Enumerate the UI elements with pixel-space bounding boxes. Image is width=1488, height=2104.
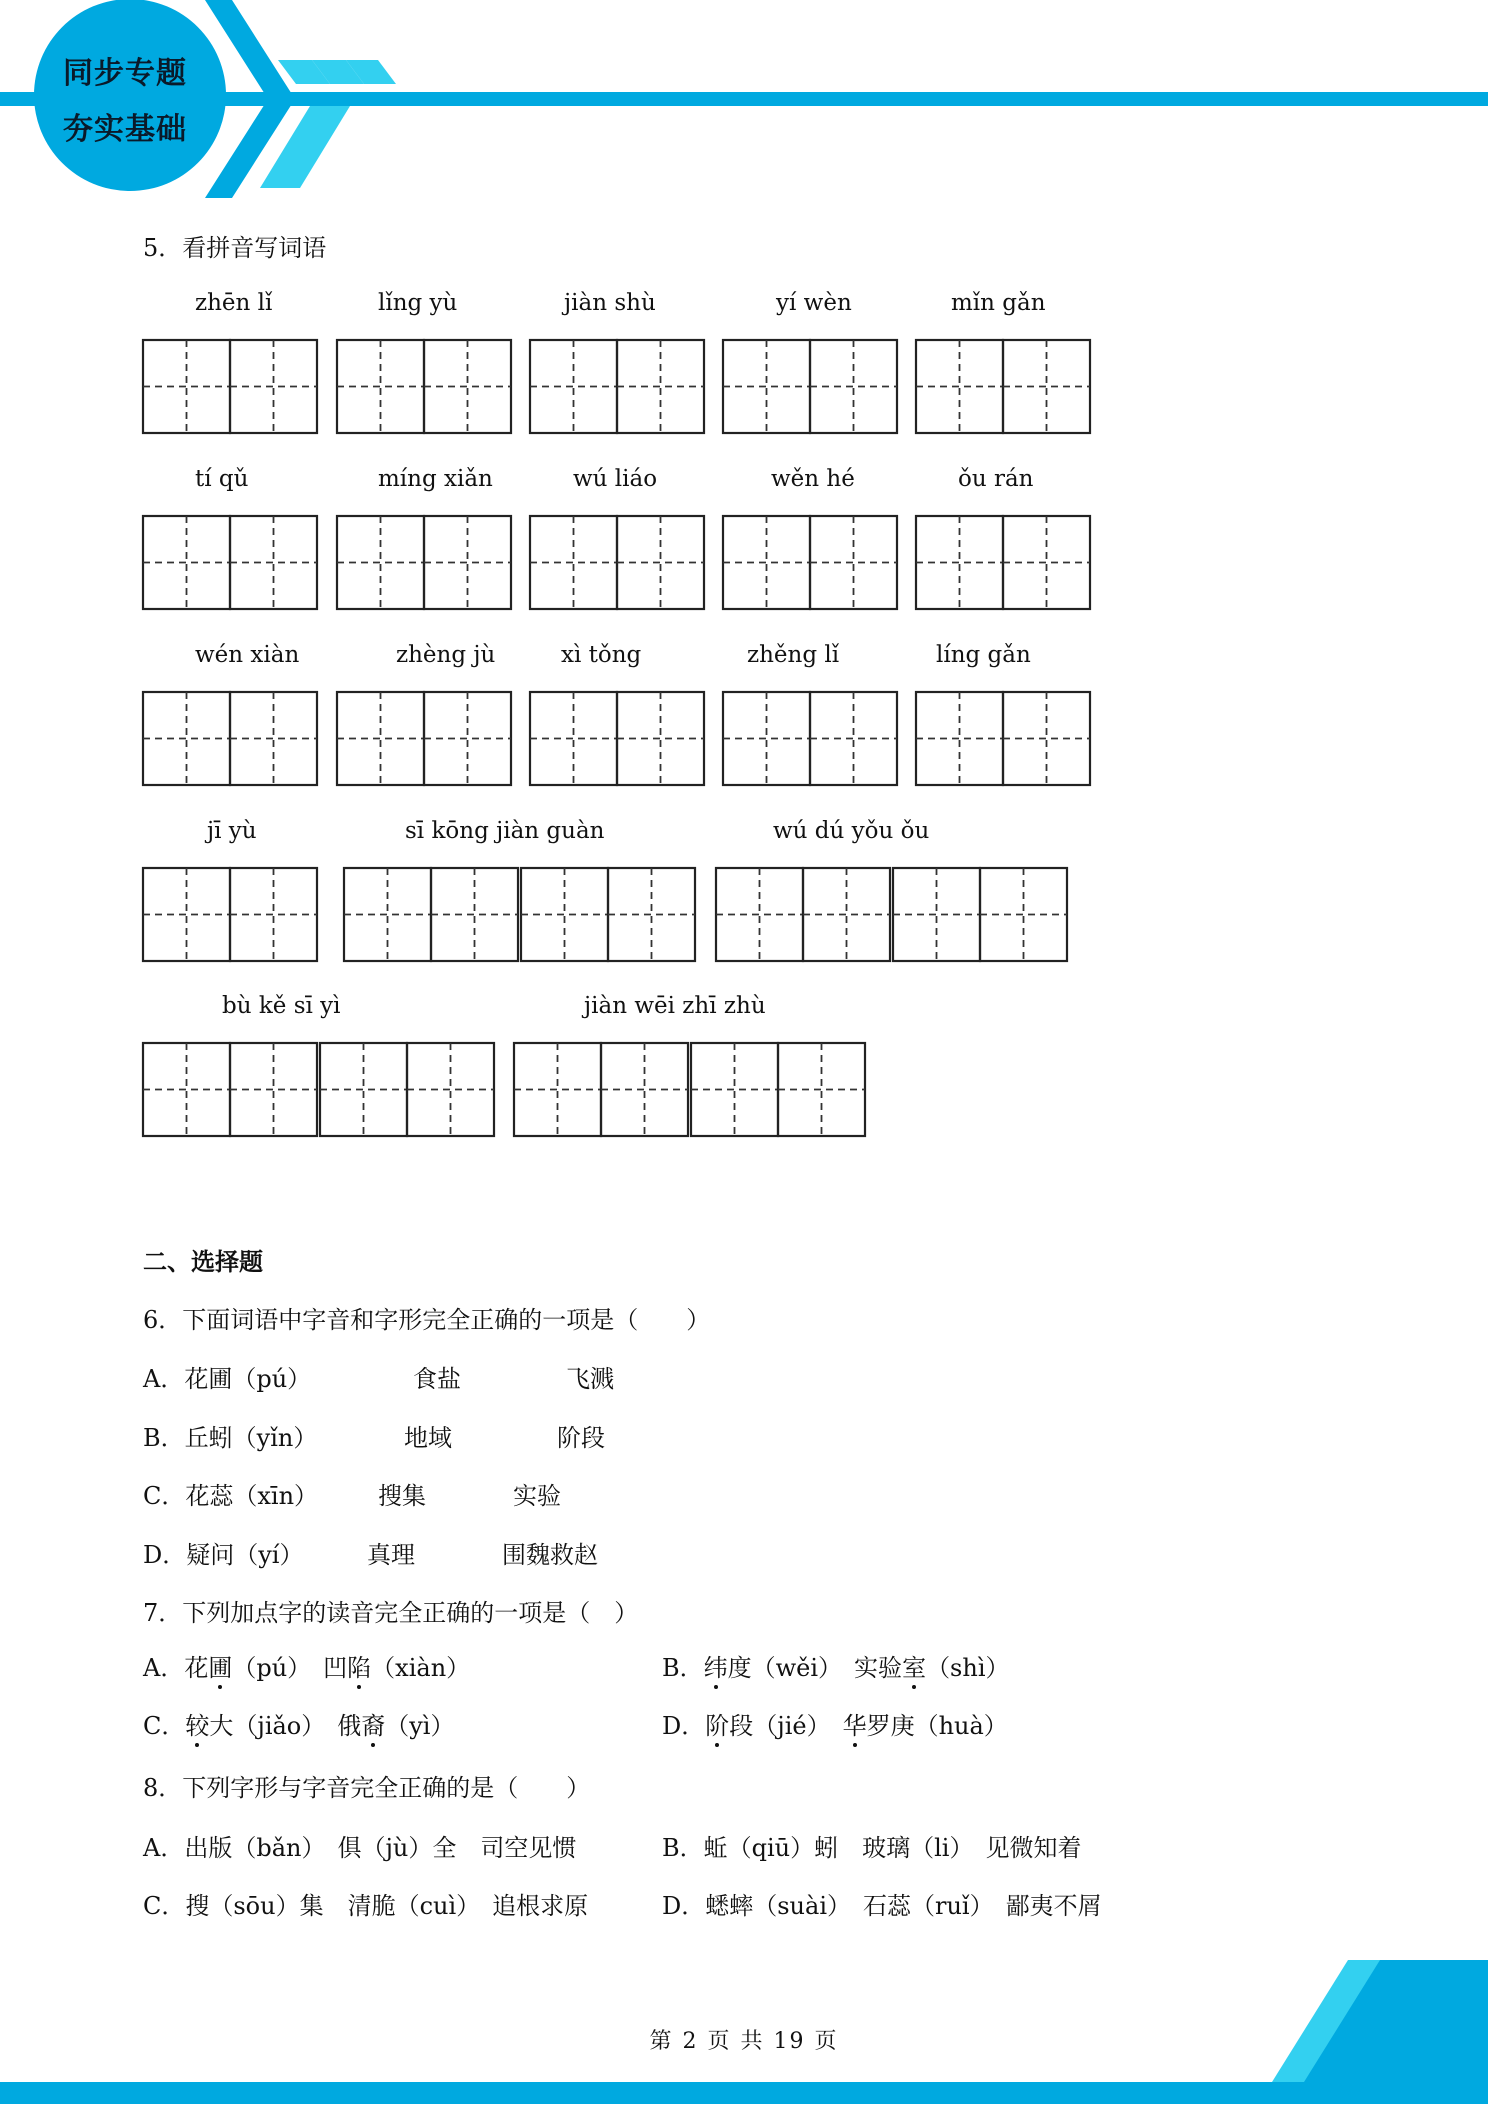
q6-option-b-word2: 地域: [404, 1424, 452, 1452]
tianzige-box[interactable]: [528, 690, 706, 787]
writing-cell: [893, 868, 980, 961]
writing-cell: [810, 692, 897, 785]
writing-cell: [514, 1043, 601, 1136]
q6-option-c-word1: C．花蕊（xīn）: [143, 1482, 319, 1510]
q8-option-d: D．蟋蟀（suài） 石蕊（ruǐ） 鄙夷不屑: [662, 1892, 1102, 1920]
writing-cell: [1003, 516, 1090, 609]
tianzige-box[interactable]: [141, 514, 319, 611]
writing-cell: [143, 868, 230, 961]
q7-c-text-1: C．: [143, 1712, 186, 1740]
writing-cell: [778, 1043, 865, 1136]
tianzige-box[interactable]: [721, 514, 899, 611]
writing-cell: [230, 516, 317, 609]
writing-cell: [521, 868, 608, 961]
q8-title: 8．下列字形与字音完全正确的是（ ）: [143, 1774, 591, 1802]
pinyin-label: mǐn gǎn: [951, 290, 1046, 316]
q6-option-c-word3: 实验: [513, 1482, 561, 1510]
tianzige-box[interactable]: [335, 514, 513, 611]
q7-c-text-3: （yì）: [385, 1712, 455, 1740]
writing-cell: [337, 692, 424, 785]
writing-cell: [530, 692, 617, 785]
q8-option-a: A．出版（bǎn） 俱（jù）全 司空见惯: [143, 1834, 577, 1862]
badge-line-1: 同步专题: [63, 56, 187, 91]
pinyin-label: wú liáo: [573, 466, 658, 492]
tianzige-box[interactable]: [528, 514, 706, 611]
writing-cell: [337, 516, 424, 609]
q7-b-dotted-2: 室: [902, 1648, 926, 1683]
tianzige-box[interactable]: [335, 690, 513, 787]
q8-option-c: C．搜（sōu）集 清脆（cuì） 追根求原: [143, 1892, 589, 1920]
pinyin-label: sī kōng jiàn guàn: [405, 818, 605, 844]
writing-cell: [810, 340, 897, 433]
writing-cell: [723, 340, 810, 433]
writing-cell: [143, 516, 230, 609]
tianzige-box[interactable]: [141, 338, 319, 435]
tianzige-box[interactable]: [141, 866, 319, 963]
writing-cell: [407, 1043, 494, 1136]
pinyin-label: jiàn shù: [564, 290, 656, 316]
writing-cell: [716, 868, 803, 961]
tianzige-box[interactable]: [141, 690, 319, 787]
writing-cell: [230, 340, 317, 433]
q6-option-c-word2: 搜集: [378, 1482, 426, 1510]
q5-title: 5．看拼音写词语: [143, 234, 327, 262]
writing-cell: [424, 692, 511, 785]
q7-c-dotted-1: 较: [185, 1706, 209, 1741]
pinyin-label: tí qǔ: [195, 466, 249, 492]
q6-option-d-word2: 真理: [367, 1541, 415, 1569]
writing-cell: [320, 1043, 407, 1136]
q6-option-a-word2: 食盐: [413, 1365, 461, 1393]
writing-cell: [1003, 340, 1090, 433]
q6-option-b-word3: 阶段: [557, 1424, 605, 1452]
tianzige-box[interactable]: [914, 514, 1092, 611]
writing-cell: [424, 516, 511, 609]
writing-cell: [617, 516, 704, 609]
tianzige-box[interactable]: [721, 690, 899, 787]
header-badge-circle: [34, 0, 226, 191]
q7-title: 7．下列加点字的读音完全正确的一项是（ ）: [143, 1599, 639, 1627]
footer-stripe: [0, 2082, 1488, 2104]
header-decoration: [0, 0, 1488, 200]
pinyin-label: míng xiǎn: [378, 466, 493, 492]
tianzige-box[interactable]: [512, 1041, 867, 1138]
writing-cell: [608, 868, 695, 961]
pinyin-label: jiàn wēi zhī zhù: [584, 993, 766, 1019]
tianzige-box[interactable]: [721, 338, 899, 435]
pinyin-label: jī yù: [207, 818, 257, 844]
writing-cell: [431, 868, 518, 961]
tianzige-box[interactable]: [914, 690, 1092, 787]
q7-c-text-2: 大（jiǎo） 俄: [209, 1712, 362, 1740]
writing-cell: [691, 1043, 778, 1136]
q6-title: 6．下面词语中字音和字形完全正确的一项是（ ）: [143, 1306, 711, 1334]
writing-cell: [617, 340, 704, 433]
writing-cell: [601, 1043, 688, 1136]
q7-b-text-3: （shì）: [926, 1654, 1010, 1682]
q7-option-b: [662, 1648, 1010, 1683]
section-heading: 二、选择题: [143, 1248, 263, 1276]
q7-option-c: [143, 1706, 454, 1741]
q7-a-dotted-2: 陷: [347, 1648, 371, 1683]
q7-option-a: [143, 1648, 470, 1683]
q6-option-a-word1: A．花圃（pú）: [143, 1365, 312, 1393]
writing-cell: [424, 340, 511, 433]
writing-cell: [337, 340, 424, 433]
writing-cell: [143, 340, 230, 433]
q6-option-d-word3: 围魏救赵: [502, 1541, 598, 1569]
pinyin-label: yí wèn: [776, 290, 852, 316]
writing-cell: [143, 692, 230, 785]
pinyin-label: bù kě sī yì: [222, 993, 341, 1019]
writing-cell: [980, 868, 1067, 961]
q7-a-dotted-1: 圃: [208, 1648, 232, 1683]
pinyin-label: lǐng yù: [378, 290, 458, 316]
q6-option-a: [143, 1359, 614, 1394]
writing-cell: [230, 1043, 317, 1136]
q7-a-text-3: （xiàn）: [371, 1654, 471, 1682]
tianzige-box[interactable]: [141, 1041, 496, 1138]
q7-d-dotted-2: 华: [843, 1706, 867, 1741]
writing-cell: [810, 516, 897, 609]
pinyin-label: wěn hé: [771, 466, 855, 492]
pinyin-label: zhēn lǐ: [195, 290, 273, 316]
q6-option-d: [143, 1535, 598, 1570]
writing-cell: [723, 692, 810, 785]
q7-a-text-2: （pú） 凹: [232, 1654, 348, 1682]
writing-cell: [344, 868, 431, 961]
q6-option-b: [143, 1418, 605, 1453]
writing-cell: [230, 868, 317, 961]
q6-option-d-word1: D．疑问（yí）: [143, 1541, 304, 1569]
q6-option-b-word1: B．丘蚓（yǐn）: [143, 1424, 318, 1452]
pinyin-label: xì tǒng: [561, 642, 642, 668]
q6-option-a-word3: 飞溅: [566, 1365, 614, 1393]
pinyin-label: wú dú yǒu ǒu: [773, 818, 930, 844]
writing-cell: [723, 516, 810, 609]
q7-b-text-1: B．: [662, 1654, 704, 1682]
q7-d-text-2: 段（jié）: [729, 1712, 843, 1740]
writing-cell: [617, 692, 704, 785]
writing-cell: [916, 692, 1003, 785]
writing-cell: [143, 1043, 230, 1136]
q7-d-text-3: 罗庚（huà）: [866, 1712, 1008, 1740]
pinyin-label: zhèng jù: [396, 642, 496, 668]
q7-b-dotted-1: 纬: [704, 1648, 728, 1683]
pinyin-label: wén xiàn: [195, 642, 300, 668]
q7-option-d: [662, 1706, 1008, 1741]
page-number: 第 2 页 共 19 页: [649, 2029, 839, 2054]
tianzige-box[interactable]: [914, 338, 1092, 435]
pinyin-label: ǒu rán: [958, 466, 1034, 492]
pinyin-label: zhěng lǐ: [747, 642, 840, 668]
pinyin-label: líng gǎn: [936, 642, 1031, 668]
writing-cell: [916, 340, 1003, 433]
tianzige-box[interactable]: [528, 338, 706, 435]
writing-cell: [803, 868, 890, 961]
writing-cell: [530, 516, 617, 609]
tianzige-box[interactable]: [714, 866, 1069, 963]
q7-a-text-1: A．花: [143, 1654, 209, 1682]
q7-b-text-2: 度（wěi） 实验: [727, 1654, 903, 1682]
writing-cell: [916, 516, 1003, 609]
q6-option-c: [143, 1476, 561, 1511]
q7-c-dotted-2: 裔: [361, 1706, 385, 1741]
badge-line-2: 夯实基础: [63, 112, 187, 147]
tianzige-box[interactable]: [342, 866, 697, 963]
q7-d-dotted-1: 阶: [705, 1706, 729, 1741]
writing-cell: [1003, 692, 1090, 785]
tianzige-box[interactable]: [335, 338, 513, 435]
writing-cell: [530, 340, 617, 433]
writing-cell: [230, 692, 317, 785]
q7-d-text-1: D．: [662, 1712, 706, 1740]
q8-option-b: B．蚯（qiū）蚓 玻璃（li） 见微知着: [662, 1834, 1082, 1862]
